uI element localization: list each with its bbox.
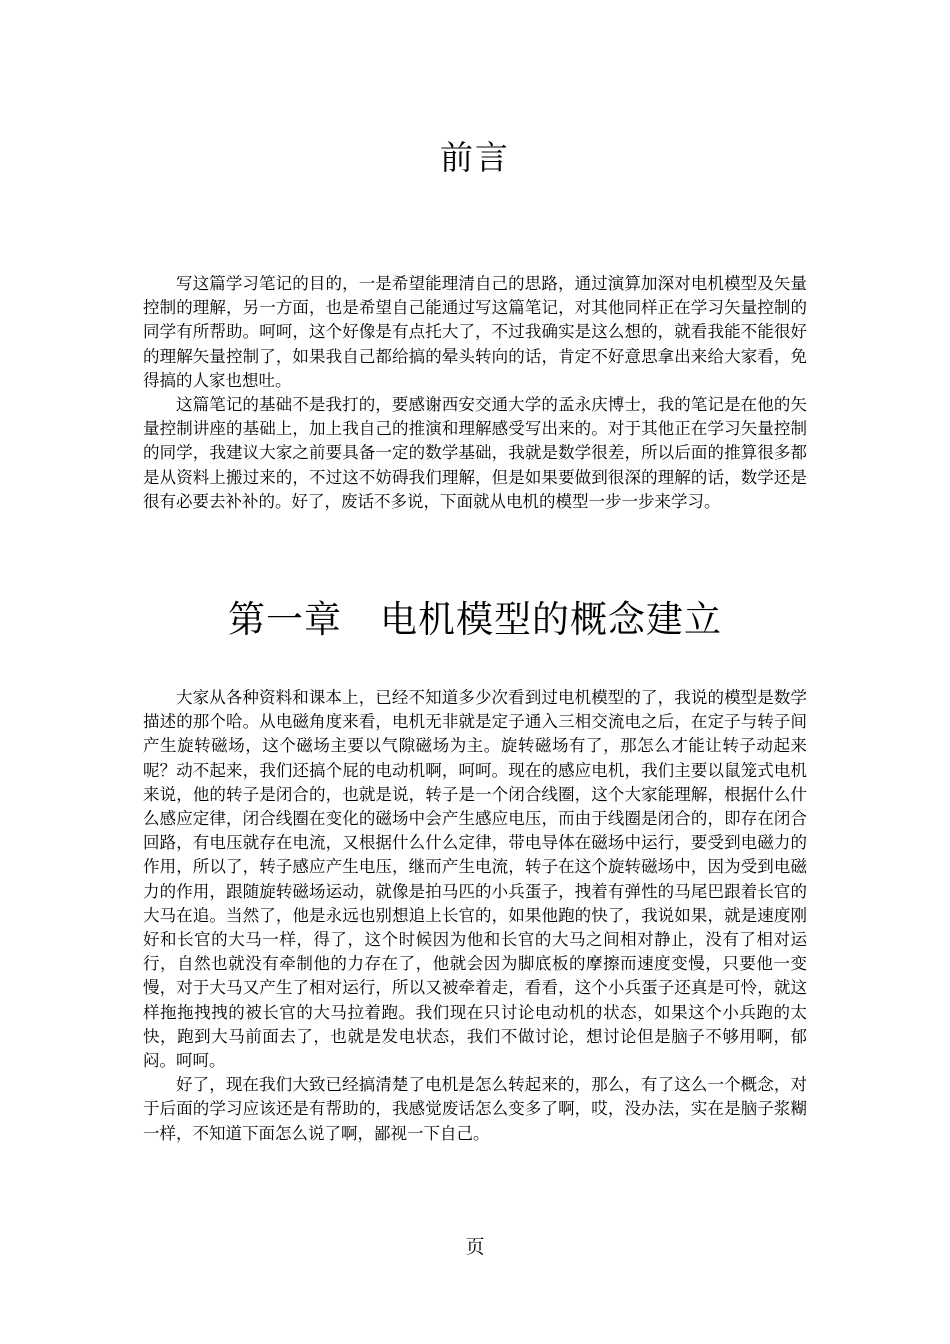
preface-title: 前言 <box>440 138 510 177</box>
preface-paragraph-2: 这篇笔记的基础不是我打的，要感谢西安交通大学的孟永庆博士，我的笔记是在他的矢量控制讲座的基础上，加上我自己的推演和理解感受写出来的。对于其他正在学习矢量控制的同学，我建议大家之前要具备一定的数学基础，我就是数学很差，所以后面的推算很多都是从资料上搬过来的，不过这不妨碍我们理解，但是如果要做到很深的理解的话，数学还是很有必要去补补的。好了，废话不多说，下面就从电机的模型一步一步来学习。 <box>143 395 807 511</box>
page-footer-label: 页 <box>465 1236 485 1258</box>
chapter-title: 第一章 电机模型的概念建立 <box>228 598 722 641</box>
preface-body <box>143 272 807 514</box>
chapter-paragraph-1: 大家从各种资料和课本上，已经不知道多少次看到过电机模型的了，我说的模型是数学描述的那个哈。从电磁角度来看，电机无非就是定子通入三相交流电之后，在定子与转子间产生旋转磁场，这个磁场主要以气隙磁场为主。旋转磁场有了，那怎么才能让转子动起来呢？动不起来，我们还搞个屁的电动机啊，呵呵。现在的感应电机，我们主要以鼠笼式电机来说，他的转子是闭合的，也就是说，转子是一个闭合线圈，这个大家能理解，根据什么什么感应定律，闭合线圈在变化的磁场中会产生感应电压，而由于线圈是闭合的，即存在闭合回路，有电压就存在电流，又根据什么什么定律，带电导体在磁场中运行，要受到电磁力的作用，所以了，转子感应产生电压，继而产生电流，转子在这个旋转磁场中，因为受到电磁力的作用，跟随旋转磁场运动，就像是拍马匹的小兵蛋子，拽着有弹性的马尾巴跟着长官的大马在追。当然了，他是永远也别想追上长官的，如果他跑的快了，我说如果，就是速度刚好和长官的大马一样，得了，这个时候因为他和长官的大马之间相对静止，没有了相对运行，自然也就没有牵制他的力存在了，他就会因为脚底板的摩擦而速度变慢，只要他一变慢，对于大马又产生了相对运行，所以又被牵着走，看看，这个小兵蛋子还真是可怜，就这样拖拖拽拽的被长官的大马拉着跑。我们现在只讨论电动机的状态，如果这个小兵跑的太快，跑到大马前面去了，也就是发电状态，我们不做讨论，想讨论但是脑子不够用啊，郁闷。呵呵。 <box>143 688 807 1071</box>
chapter-paragraph-2: 好了，现在我们大致已经搞清楚了电机是怎么转起来的，那么，有了这么一个概念，对于后面的学习应该还是有帮助的，我感觉废话怎么变多了啊，哎，没办法，实在是脑子浆糊一样，不知道下面怎么说了啊，鄙视一下自己。 <box>143 1075 807 1143</box>
chapter-body <box>143 686 807 1146</box>
preface-paragraph-1: 写这篇学习笔记的目的，一是希望能理清自己的思路，通过演算加深对电机模型及矢量控制的理解，另一方面，也是希望自己能通过写这篇笔记，对其他同样正在学习矢量控制的同学有所帮助。呵呵，这个好像是有点托大了，不过我确实是这么想的，就看我能不能很好的理解矢量控制了，如果我自己都给搞的晕头转向的话，肯定不好意思拿出来给大家看，免得搞的人家也想吐。 <box>143 274 807 390</box>
